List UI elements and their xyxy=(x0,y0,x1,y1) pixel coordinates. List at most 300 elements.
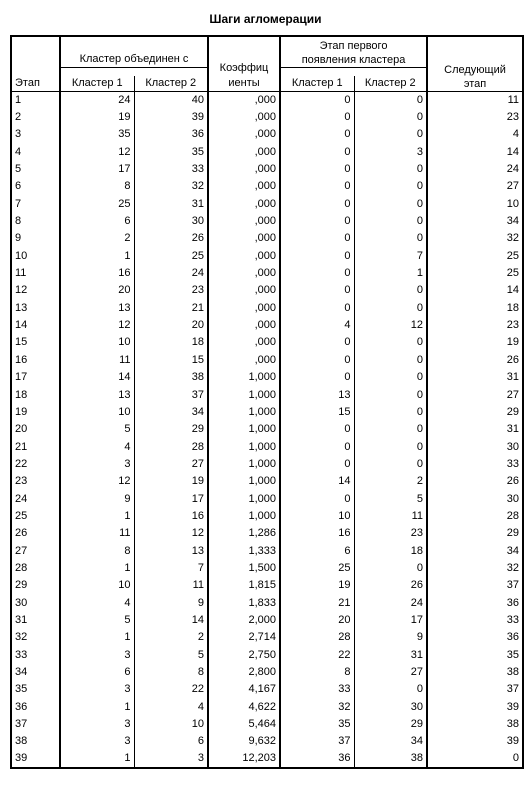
cell-cluster-1: 24 xyxy=(60,92,134,109)
table-row xyxy=(11,612,523,629)
cell-stage: 8 xyxy=(15,215,22,228)
cell-next-stage: 34 xyxy=(427,542,523,559)
cell-next-stage: 28 xyxy=(427,508,523,525)
cell-cluster-1: 12 xyxy=(60,317,134,334)
cell-first-appear-cluster-2: 1 xyxy=(354,265,427,282)
cell-coefficient: 1,000 xyxy=(208,508,280,525)
cell-cluster-2: 40 xyxy=(134,92,208,109)
cell-first-appear-cluster-2: 0 xyxy=(354,109,427,126)
cell-coefficient: ,000 xyxy=(208,109,280,126)
cell-coefficient: 12,203 xyxy=(208,751,280,768)
cell-stage: 30 xyxy=(15,596,28,609)
cell-coefficient: 1,500 xyxy=(208,560,280,577)
table-row xyxy=(11,664,523,681)
cell-coefficient: 5,464 xyxy=(208,716,280,733)
table-row xyxy=(11,196,523,213)
cell-cluster-1: 19 xyxy=(60,109,134,126)
cell-first-appear-cluster-2: 30 xyxy=(354,699,427,716)
cell-next-stage: 33 xyxy=(427,612,523,629)
cell-next-stage: 26 xyxy=(427,352,523,369)
cell-coefficient: ,000 xyxy=(208,282,280,299)
cell-next-stage: 25 xyxy=(427,248,523,265)
cell-cluster-1: 3 xyxy=(60,647,134,664)
cell-cluster-2: 16 xyxy=(134,508,208,525)
cell-cluster-1: 1 xyxy=(60,248,134,265)
table-row xyxy=(11,490,523,507)
cell-coefficient: 1,000 xyxy=(208,490,280,507)
table-row xyxy=(11,92,523,109)
cell-stage: 22 xyxy=(15,457,28,470)
header-first-appearance xyxy=(280,36,427,68)
header-first-appearance-line1: Этап первого xyxy=(319,40,388,52)
table-row xyxy=(11,109,523,126)
cell-next-stage: 39 xyxy=(427,699,523,716)
cell-first-appear-cluster-1: 0 xyxy=(280,421,354,438)
table-row xyxy=(11,369,523,386)
cell-cluster-1: 11 xyxy=(60,525,134,542)
cell-stage: 37 xyxy=(15,718,28,731)
cell-cluster-1: 2 xyxy=(60,230,134,247)
cell-next-stage: 29 xyxy=(427,404,523,421)
table-row xyxy=(11,508,523,525)
cell-cluster-1: 17 xyxy=(60,161,134,178)
cell-next-stage: 31 xyxy=(427,421,523,438)
cell-first-appear-cluster-1: 0 xyxy=(280,490,354,507)
cell-first-appear-cluster-1: 22 xyxy=(280,647,354,664)
cell-cluster-1: 3 xyxy=(60,733,134,750)
cell-first-appear-cluster-1: 0 xyxy=(280,196,354,213)
cell-stage: 34 xyxy=(15,666,28,679)
table-row xyxy=(11,300,523,317)
cell-cluster-2: 12 xyxy=(134,525,208,542)
cell-cluster-2: 35 xyxy=(134,144,208,161)
cell-first-appear-cluster-1: 0 xyxy=(280,126,354,143)
cell-next-stage: 23 xyxy=(427,317,523,334)
cell-coefficient: ,000 xyxy=(208,144,280,161)
cell-stage: 2 xyxy=(15,111,22,124)
cell-first-appear-cluster-2: 26 xyxy=(354,577,427,594)
cell-coefficient: 1,000 xyxy=(208,421,280,438)
cell-coefficient: 1,333 xyxy=(208,542,280,559)
table-body xyxy=(11,92,523,768)
cell-first-appear-cluster-2: 34 xyxy=(354,733,427,750)
cell-cluster-1: 9 xyxy=(60,490,134,507)
cell-next-stage: 35 xyxy=(427,647,523,664)
cell-first-appear-cluster-2: 0 xyxy=(354,282,427,299)
cell-stage: 7 xyxy=(15,197,22,210)
cell-next-stage: 29 xyxy=(427,525,523,542)
cell-first-appear-cluster-2: 0 xyxy=(354,230,427,247)
table-row xyxy=(11,716,523,733)
table-row xyxy=(11,230,523,247)
cell-next-stage: 27 xyxy=(427,178,523,195)
cell-next-stage: 33 xyxy=(427,456,523,473)
cell-first-appear-cluster-1: 0 xyxy=(280,352,354,369)
cell-next-stage: 25 xyxy=(427,265,523,282)
table-row xyxy=(11,577,523,594)
cell-cluster-2: 22 xyxy=(134,681,208,698)
cell-stage: 24 xyxy=(15,492,28,505)
cell-stage: 1 xyxy=(15,93,22,106)
cell-cluster-1: 5 xyxy=(60,421,134,438)
cell-cluster-1: 4 xyxy=(60,594,134,611)
cell-coefficient: 2,714 xyxy=(208,629,280,646)
table-row xyxy=(11,542,523,559)
cell-cluster-2: 23 xyxy=(134,282,208,299)
cell-coefficient: ,000 xyxy=(208,196,280,213)
cell-first-appear-cluster-2: 0 xyxy=(354,196,427,213)
cell-cluster-2: 19 xyxy=(134,473,208,490)
agglomeration-table xyxy=(10,35,524,769)
cell-cluster-2: 28 xyxy=(134,438,208,455)
cell-stage: 20 xyxy=(15,423,28,436)
header-coefficients-line2: иенты xyxy=(228,77,260,89)
cell-cluster-2: 15 xyxy=(134,352,208,369)
cell-coefficient: 1,000 xyxy=(208,369,280,386)
cell-coefficient: 1,833 xyxy=(208,594,280,611)
table-row xyxy=(11,751,523,768)
cell-next-stage: 32 xyxy=(427,230,523,247)
cell-cluster-1: 25 xyxy=(60,196,134,213)
cell-cluster-2: 24 xyxy=(134,265,208,282)
cell-stage: 32 xyxy=(15,631,28,644)
cell-first-appear-cluster-2: 0 xyxy=(354,369,427,386)
cell-cluster-2: 8 xyxy=(134,664,208,681)
cell-first-appear-cluster-1: 0 xyxy=(280,178,354,195)
table-row xyxy=(11,404,523,421)
cell-coefficient: 2,750 xyxy=(208,647,280,664)
header-appear-cluster-1: Кластер 1 xyxy=(280,76,354,92)
cell-first-appear-cluster-2: 0 xyxy=(354,352,427,369)
cell-cluster-2: 32 xyxy=(134,178,208,195)
cell-cluster-2: 9 xyxy=(134,594,208,611)
header-next-stage xyxy=(427,36,523,92)
cell-coefficient: 2,000 xyxy=(208,612,280,629)
cell-first-appear-cluster-2: 31 xyxy=(354,647,427,664)
cell-first-appear-cluster-1: 37 xyxy=(280,733,354,750)
cell-cluster-2: 20 xyxy=(134,317,208,334)
cell-cluster-2: 17 xyxy=(134,490,208,507)
cell-cluster-1: 1 xyxy=(60,629,134,646)
cell-coefficient: 1,000 xyxy=(208,456,280,473)
cell-first-appear-cluster-1: 13 xyxy=(280,386,354,403)
cell-first-appear-cluster-1: 0 xyxy=(280,369,354,386)
cell-first-appear-cluster-2: 9 xyxy=(354,629,427,646)
header-stage: Этап xyxy=(11,36,60,92)
cell-cluster-1: 5 xyxy=(60,612,134,629)
cell-cluster-1: 11 xyxy=(60,352,134,369)
cell-first-appear-cluster-2: 7 xyxy=(354,248,427,265)
table-row xyxy=(11,699,523,716)
cell-stage: 19 xyxy=(15,405,28,418)
cell-stage: 39 xyxy=(15,752,28,765)
table-row xyxy=(11,386,523,403)
cell-first-appear-cluster-2: 0 xyxy=(354,438,427,455)
cell-coefficient: 4,622 xyxy=(208,699,280,716)
cell-first-appear-cluster-1: 21 xyxy=(280,594,354,611)
cell-stage: 5 xyxy=(15,163,22,176)
cell-first-appear-cluster-2: 0 xyxy=(354,386,427,403)
cell-cluster-2: 21 xyxy=(134,300,208,317)
cell-cluster-2: 31 xyxy=(134,196,208,213)
cell-coefficient: 1,815 xyxy=(208,577,280,594)
cell-coefficient: 1,000 xyxy=(208,404,280,421)
table-row xyxy=(11,733,523,750)
cell-first-appear-cluster-1: 0 xyxy=(280,230,354,247)
cell-first-appear-cluster-2: 0 xyxy=(354,161,427,178)
cell-coefficient: 1,000 xyxy=(208,473,280,490)
cell-next-stage: 38 xyxy=(427,664,523,681)
cell-first-appear-cluster-2: 0 xyxy=(354,404,427,421)
cell-cluster-1: 20 xyxy=(60,282,134,299)
cell-cluster-1: 1 xyxy=(60,751,134,768)
table-row xyxy=(11,248,523,265)
cell-cluster-2: 18 xyxy=(134,334,208,351)
cell-next-stage: 24 xyxy=(427,161,523,178)
cell-next-stage: 23 xyxy=(427,109,523,126)
cell-cluster-2: 39 xyxy=(134,109,208,126)
cell-stage: 15 xyxy=(15,336,28,349)
table-row xyxy=(11,525,523,542)
cell-stage: 21 xyxy=(15,440,28,453)
cell-first-appear-cluster-2: 11 xyxy=(354,508,427,525)
cell-stage: 6 xyxy=(15,180,22,193)
cell-first-appear-cluster-2: 5 xyxy=(354,490,427,507)
table-row xyxy=(11,282,523,299)
cell-stage: 10 xyxy=(15,249,28,262)
header-next-stage-line1: Следующий xyxy=(444,64,506,76)
cell-cluster-2: 26 xyxy=(134,230,208,247)
cell-cluster-1: 35 xyxy=(60,126,134,143)
cell-cluster-2: 10 xyxy=(134,716,208,733)
cell-cluster-1: 16 xyxy=(60,265,134,282)
cell-cluster-2: 27 xyxy=(134,456,208,473)
cell-first-appear-cluster-1: 0 xyxy=(280,144,354,161)
table-row xyxy=(11,438,523,455)
cell-first-appear-cluster-1: 32 xyxy=(280,699,354,716)
cell-first-appear-cluster-2: 18 xyxy=(354,542,427,559)
cell-next-stage: 37 xyxy=(427,681,523,698)
cell-cluster-2: 36 xyxy=(134,126,208,143)
cell-first-appear-cluster-1: 4 xyxy=(280,317,354,334)
cell-next-stage: 26 xyxy=(427,473,523,490)
cell-stage: 27 xyxy=(15,544,28,557)
cell-stage: 11 xyxy=(15,267,27,280)
cell-next-stage: 14 xyxy=(427,282,523,299)
cell-first-appear-cluster-1: 36 xyxy=(280,751,354,768)
cell-stage: 9 xyxy=(15,232,22,245)
cell-next-stage: 32 xyxy=(427,560,523,577)
cell-first-appear-cluster-1: 0 xyxy=(280,92,354,109)
cell-cluster-2: 33 xyxy=(134,161,208,178)
cell-next-stage: 30 xyxy=(427,438,523,455)
cell-cluster-2: 6 xyxy=(134,733,208,750)
cell-cluster-1: 10 xyxy=(60,334,134,351)
cell-cluster-1: 3 xyxy=(60,716,134,733)
cell-first-appear-cluster-1: 16 xyxy=(280,525,354,542)
cell-first-appear-cluster-1: 0 xyxy=(280,300,354,317)
cell-coefficient: 2,800 xyxy=(208,664,280,681)
cell-first-appear-cluster-1: 35 xyxy=(280,716,354,733)
cell-next-stage: 4 xyxy=(427,126,523,143)
cell-first-appear-cluster-2: 0 xyxy=(354,300,427,317)
table-row xyxy=(11,334,523,351)
cell-coefficient: ,000 xyxy=(208,300,280,317)
cell-first-appear-cluster-1: 0 xyxy=(280,161,354,178)
header-coefficients-line1: Коэффиц xyxy=(219,62,269,74)
cell-first-appear-cluster-1: 0 xyxy=(280,438,354,455)
cell-first-appear-cluster-1: 0 xyxy=(280,213,354,230)
table-row xyxy=(11,126,523,143)
cell-next-stage: 36 xyxy=(427,629,523,646)
table-row xyxy=(11,421,523,438)
cell-first-appear-cluster-2: 29 xyxy=(354,716,427,733)
cell-cluster-2: 14 xyxy=(134,612,208,629)
cell-first-appear-cluster-1: 15 xyxy=(280,404,354,421)
table-row xyxy=(11,161,523,178)
table-row xyxy=(11,629,523,646)
cell-coefficient: ,000 xyxy=(208,161,280,178)
cell-coefficient: ,000 xyxy=(208,178,280,195)
header-cluster-1: Кластер 1 xyxy=(60,76,134,92)
cell-first-appear-cluster-2: 0 xyxy=(354,456,427,473)
cell-coefficient: ,000 xyxy=(208,317,280,334)
table-row xyxy=(11,317,523,334)
cell-cluster-2: 30 xyxy=(134,213,208,230)
table-row xyxy=(11,560,523,577)
cell-coefficient: 4,167 xyxy=(208,681,280,698)
cell-coefficient: 9,632 xyxy=(208,733,280,750)
cell-cluster-2: 25 xyxy=(134,248,208,265)
cell-first-appear-cluster-2: 17 xyxy=(354,612,427,629)
cell-cluster-1: 6 xyxy=(60,213,134,230)
cell-first-appear-cluster-1: 0 xyxy=(280,282,354,299)
cell-next-stage: 10 xyxy=(427,196,523,213)
cell-first-appear-cluster-1: 0 xyxy=(280,456,354,473)
cell-cluster-2: 5 xyxy=(134,647,208,664)
cell-first-appear-cluster-1: 14 xyxy=(280,473,354,490)
cell-stage: 25 xyxy=(15,509,28,522)
cell-first-appear-cluster-1: 0 xyxy=(280,109,354,126)
cell-cluster-1: 14 xyxy=(60,369,134,386)
table-row xyxy=(11,594,523,611)
cell-cluster-1: 12 xyxy=(60,144,134,161)
cell-cluster-1: 4 xyxy=(60,438,134,455)
cell-next-stage: 30 xyxy=(427,490,523,507)
cell-next-stage: 31 xyxy=(427,369,523,386)
cell-next-stage: 18 xyxy=(427,300,523,317)
cell-coefficient: ,000 xyxy=(208,126,280,143)
cell-first-appear-cluster-1: 25 xyxy=(280,560,354,577)
cell-stage: 16 xyxy=(15,353,28,366)
cell-cluster-2: 38 xyxy=(134,369,208,386)
cell-cluster-1: 12 xyxy=(60,473,134,490)
cell-cluster-1: 10 xyxy=(60,577,134,594)
table-row xyxy=(11,178,523,195)
cell-coefficient: 1,286 xyxy=(208,525,280,542)
cell-stage: 28 xyxy=(15,561,28,574)
cell-stage: 12 xyxy=(15,284,28,297)
cell-cluster-2: 13 xyxy=(134,542,208,559)
cell-stage: 29 xyxy=(15,579,28,592)
cell-cluster-2: 4 xyxy=(134,699,208,716)
cell-first-appear-cluster-2: 0 xyxy=(354,560,427,577)
cell-first-appear-cluster-2: 0 xyxy=(354,421,427,438)
cell-cluster-2: 34 xyxy=(134,404,208,421)
cell-first-appear-cluster-2: 0 xyxy=(354,213,427,230)
cell-cluster-1: 1 xyxy=(60,508,134,525)
cell-stage: 17 xyxy=(15,371,28,384)
cell-cluster-1: 3 xyxy=(60,456,134,473)
table-row xyxy=(11,213,523,230)
cell-cluster-2: 11 xyxy=(134,577,208,594)
cell-first-appear-cluster-2: 27 xyxy=(354,664,427,681)
header-first-appearance-line2: появления кластера xyxy=(301,54,406,66)
cell-cluster-2: 7 xyxy=(134,560,208,577)
cell-first-appear-cluster-2: 0 xyxy=(354,92,427,109)
cell-next-stage: 14 xyxy=(427,144,523,161)
table-row xyxy=(11,473,523,490)
cell-coefficient: ,000 xyxy=(208,352,280,369)
cell-next-stage: 0 xyxy=(427,751,523,768)
cell-stage: 13 xyxy=(15,301,28,314)
cell-cluster-2: 3 xyxy=(134,751,208,768)
cell-first-appear-cluster-1: 0 xyxy=(280,265,354,282)
cell-coefficient: ,000 xyxy=(208,334,280,351)
table-header xyxy=(11,36,523,92)
cell-stage: 38 xyxy=(15,735,28,748)
cell-cluster-1: 3 xyxy=(60,681,134,698)
table-row xyxy=(11,456,523,473)
cell-coefficient: 1,000 xyxy=(208,438,280,455)
cell-cluster-2: 29 xyxy=(134,421,208,438)
cell-stage: 36 xyxy=(15,700,28,713)
cell-cluster-1: 8 xyxy=(60,542,134,559)
cell-next-stage: 34 xyxy=(427,213,523,230)
cell-stage: 33 xyxy=(15,648,28,661)
header-coefficients xyxy=(208,36,280,92)
cell-cluster-1: 1 xyxy=(60,560,134,577)
table-row xyxy=(11,647,523,664)
cell-coefficient: ,000 xyxy=(208,92,280,109)
cell-next-stage: 36 xyxy=(427,594,523,611)
cell-first-appear-cluster-1: 8 xyxy=(280,664,354,681)
cell-cluster-1: 13 xyxy=(60,300,134,317)
cell-cluster-1: 10 xyxy=(60,404,134,421)
cell-first-appear-cluster-2: 0 xyxy=(354,178,427,195)
cell-first-appear-cluster-1: 19 xyxy=(280,577,354,594)
cell-first-appear-cluster-2: 0 xyxy=(354,681,427,698)
cell-first-appear-cluster-1: 6 xyxy=(280,542,354,559)
cell-next-stage: 19 xyxy=(427,334,523,351)
cell-first-appear-cluster-2: 0 xyxy=(354,126,427,143)
cell-first-appear-cluster-2: 12 xyxy=(354,317,427,334)
cell-first-appear-cluster-1: 0 xyxy=(280,248,354,265)
cell-coefficient: ,000 xyxy=(208,213,280,230)
cell-next-stage: 37 xyxy=(427,577,523,594)
cell-cluster-1: 8 xyxy=(60,178,134,195)
cell-next-stage: 27 xyxy=(427,386,523,403)
cell-stage: 31 xyxy=(15,613,28,626)
cell-next-stage: 11 xyxy=(427,92,523,109)
cell-first-appear-cluster-2: 3 xyxy=(354,144,427,161)
cell-coefficient: ,000 xyxy=(208,230,280,247)
cell-cluster-1: 6 xyxy=(60,664,134,681)
table-row xyxy=(11,681,523,698)
cell-stage: 26 xyxy=(15,527,28,540)
cell-stage: 18 xyxy=(15,388,28,401)
cell-first-appear-cluster-1: 10 xyxy=(280,508,354,525)
